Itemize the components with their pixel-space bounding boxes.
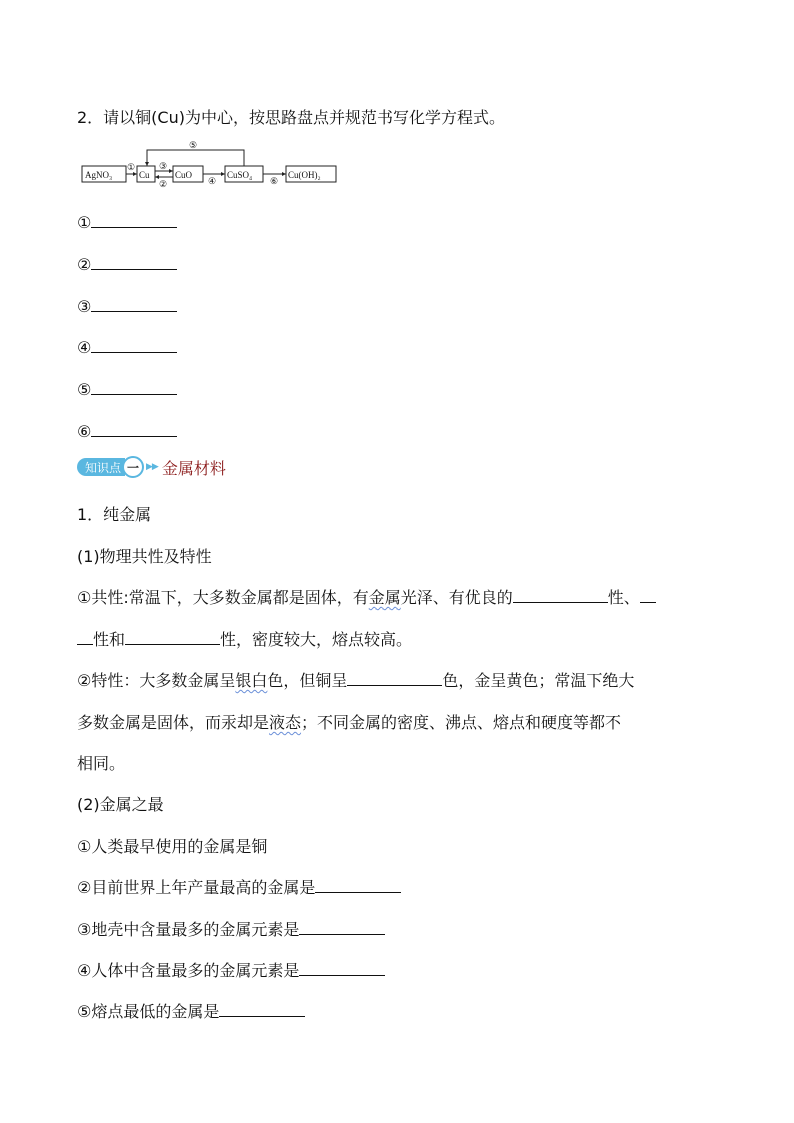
answer-blank-4[interactable] [91,338,177,353]
blank-property-1[interactable] [513,588,608,603]
section-number: 一 [122,456,144,478]
blank-superlative-4[interactable] [299,961,385,976]
answer-line-1: ① [77,213,177,233]
paragraph-common-properties-1: ①共性:常温下，大多数金属都是固体，有金属光泽、有优良的 性、 [77,588,656,608]
answer-line-2: ② [77,255,177,275]
answer-blank-2[interactable] [91,255,177,270]
blank-superlative-3[interactable] [299,920,385,935]
answer-line-3: ③ [77,297,177,317]
label-cuso4: CuSO₄ [227,170,253,180]
superlative-3: ③地壳中含量最多的金属元素是 [77,920,385,940]
blank-property-3[interactable] [125,630,220,645]
paragraph-special-properties-2: 多数金属是固体，而汞却是液态；不同金属的密度、沸点、熔点和硬度等都不 [77,713,622,732]
answer-blank-6[interactable] [91,422,177,437]
blank-superlative-2[interactable] [315,878,401,893]
answer-line-5: ⑤ [77,380,177,400]
paragraph-special-properties-1: ②特性：大多数金属呈银白色，但铜呈 色，金呈黄色；常温下绝大 [77,671,635,690]
answer-line-4: ④ [77,338,177,358]
step-2: ② [159,179,168,188]
step-4: ④ [208,176,217,186]
reaction-diagram [77,140,347,188]
subheading-metal-superlatives: (2)金属之最 [77,795,164,814]
step-5: ⑤ [189,140,198,150]
paragraph-special-properties-3: 相同。 [77,754,126,773]
section-header [77,456,226,478]
question-title: 2．请以铜(Cu)为中心，按思路盘点并规范书写化学方程式。 [77,108,505,127]
answer-blank-5[interactable] [91,380,177,395]
answer-blank-1[interactable] [91,213,177,228]
superlative-5: ⑤熔点最低的金属是 [77,1002,305,1022]
section-badge: 知识点 [77,458,125,476]
step-3: ③ [159,161,168,171]
step-1: ① [127,162,136,172]
heading-pure-metal: 1．纯金属 [77,505,152,524]
blank-superlative-5[interactable] [219,1002,305,1017]
answer-blank-3[interactable] [91,297,177,312]
label-cuo: CuO [175,170,193,180]
blank-copper-color[interactable] [347,671,442,686]
label-agno3: AgNO₃ [85,170,113,180]
subheading-properties: (1)物理共性及特性 [77,547,212,566]
paragraph-common-properties-2: 性和 性，密度较大，熔点较高。 [77,630,412,650]
section-arrows-icon: ▶▶ [146,462,158,472]
answer-line-6: ⑥ [77,422,177,442]
blank-property-2b[interactable] [77,630,93,645]
step-6: ⑥ [270,176,279,186]
section-title: 金属材料 [161,458,226,478]
superlative-1: ①人类最早使用的金属是铜 [77,837,268,856]
superlative-2: ②目前世界上年产量最高的金属是 [77,878,401,898]
superlative-4: ④人体中含量最多的金属元素是 [77,961,385,981]
label-cu: Cu [139,170,150,180]
label-cuoh2: Cu(OH)₂ [288,170,321,180]
blank-property-2a[interactable] [640,588,656,603]
